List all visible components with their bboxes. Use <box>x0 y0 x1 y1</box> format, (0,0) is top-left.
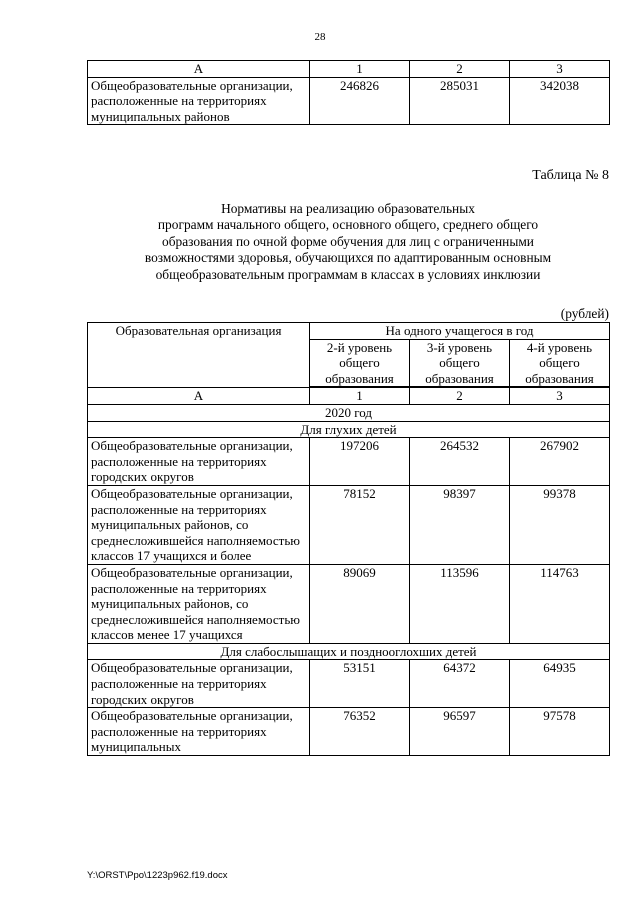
value-cell: 264532 <box>410 438 510 486</box>
index-cell: 2 <box>410 387 510 404</box>
index-row <box>88 387 610 404</box>
title-line: Нормативы на реализацию образовательных <box>221 201 475 216</box>
section-row <box>88 643 610 660</box>
value-cell: 114763 <box>510 564 610 643</box>
value-cell: 97578 <box>510 708 610 756</box>
value-cell: 89069 <box>310 564 410 643</box>
table-row <box>88 708 610 756</box>
title-line: общеобразовательным программам в классах в условиях инклюзии <box>155 266 541 282</box>
table-row <box>88 660 610 708</box>
header-cell: 2 <box>410 61 510 78</box>
normatives-table <box>87 322 610 756</box>
org-name-cell: Общеобразовательные организации, расположенные на территориях муниципальных районов, со среднесложившейся наполняемостью классов менее 17 учащихся <box>88 564 310 643</box>
header-cell: 3 <box>510 61 610 78</box>
units-label: (рублей) <box>560 306 609 321</box>
section-row <box>88 421 610 438</box>
year-cell: 2020 год <box>88 404 610 421</box>
table-title <box>87 201 609 283</box>
title-line: образования по очной форме обучения для лиц с ограниченными <box>162 233 534 249</box>
org-column-header: Образовательная организация <box>88 323 310 388</box>
org-name-cell: Общеобразовательные организации, расположенные на территориях городских округов <box>88 438 310 486</box>
value-cell: 98397 <box>410 485 510 564</box>
value-cell: 342038 <box>510 77 610 125</box>
value-cell: 53151 <box>310 660 410 708</box>
org-name-cell: Общеобразовательные организации, расположенные на территориях городских округов <box>88 660 310 708</box>
section-title: Для слабослышащих и позднооглохших детей <box>88 643 610 660</box>
value-cell: 76352 <box>310 708 410 756</box>
section-title: Для глухих детей <box>88 421 610 438</box>
index-cell: А <box>88 387 310 404</box>
value-cell: 285031 <box>410 77 510 125</box>
sub-column-header: 2-й уровень общего образования <box>310 339 410 387</box>
table-label: Таблица № 8 <box>532 168 609 183</box>
value-cell: 267902 <box>510 438 610 486</box>
sub-column-header: 3-й уровень общего образования <box>410 339 510 387</box>
value-cell: 64372 <box>410 660 510 708</box>
title-line: возможностями здоровья, обучающихся по адаптированным основным <box>144 250 552 266</box>
value-cell: 78152 <box>310 485 410 564</box>
table-row <box>88 77 610 125</box>
group-column-header: На одного учащегося в год <box>310 323 610 340</box>
value-cell: 113596 <box>410 564 510 643</box>
table-row <box>88 438 610 486</box>
year-row <box>88 404 610 421</box>
index-cell: 3 <box>510 387 610 404</box>
title-line: программ начального общего, основного общего, среднего общего <box>157 217 539 233</box>
org-name-cell: Общеобразовательные организации, расположенные на территориях муниципальных <box>88 708 310 756</box>
continued-table <box>87 60 610 125</box>
value-cell: 246826 <box>310 77 410 125</box>
table-row <box>88 564 610 643</box>
value-cell: 64935 <box>510 660 610 708</box>
header-cell: А <box>88 61 310 78</box>
table-header-row <box>88 61 610 78</box>
table-row <box>88 485 610 564</box>
file-path-footer: Y:\ORST\Ppo\1223p962.f19.docx <box>87 870 228 881</box>
org-name-cell: Общеобразовательные организации, расположенные на территориях муниципальных районов <box>88 77 310 125</box>
table-header-row <box>88 323 610 340</box>
org-name-cell: Общеобразовательные организации, расположенные на территориях муниципальных районов, со среднесложившейся наполняемостью классов 17 учащихся и более <box>88 485 310 564</box>
value-cell: 197206 <box>310 438 410 486</box>
header-cell: 1 <box>310 61 410 78</box>
page-number: 28 <box>314 31 326 43</box>
value-cell: 99378 <box>510 485 610 564</box>
index-cell: 1 <box>310 387 410 404</box>
value-cell: 96597 <box>410 708 510 756</box>
sub-column-header: 4-й уровень общего образования <box>510 339 610 387</box>
